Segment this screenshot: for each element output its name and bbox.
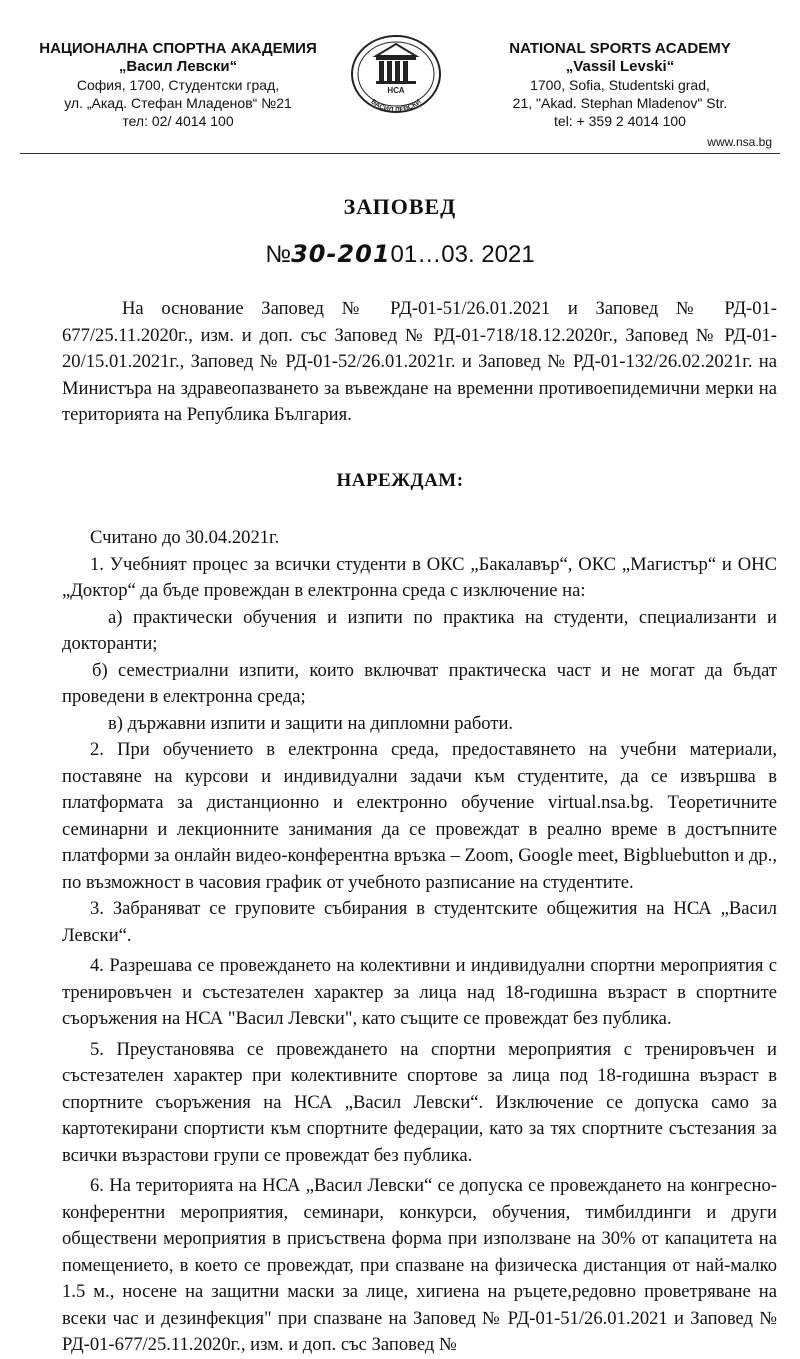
institution-subname-en: „Vassil Levski“ bbox=[565, 58, 675, 75]
preamble-block bbox=[62, 296, 777, 429]
order-body bbox=[62, 525, 777, 1359]
street-line-en: 21, "Akad. Stephan Mladenov" Str. bbox=[512, 95, 728, 111]
website-url: www.nsa.bg bbox=[707, 135, 772, 149]
paragraph-4: 4. Разрешава се провеждането на колективни и индивидуални спортни мероприятия с тренировъчен и състезателен характер за лица над 18-годишна възраст в спортните съоръжения на НСА "Васил Левски", като същите се провеждат без публика. bbox=[62, 955, 777, 1029]
order-heading: НАРЕЖДАМ: bbox=[336, 470, 464, 491]
header-left-block bbox=[28, 40, 328, 130]
address-line-en: 1700, Sofia, Studentski grad, bbox=[530, 77, 710, 93]
handwritten-number: 30-201 bbox=[291, 240, 391, 268]
paragraph-1b: б) семестриални изпити, които включват практическа част и не могат да бъдат проведени в електронна среда; bbox=[62, 659, 777, 707]
paragraph-3: 3. Забраняват се груповите събирания в студентските общежития на НСА „Васил Левски“. bbox=[62, 898, 777, 946]
date-year: 2021 bbox=[481, 241, 535, 268]
number-prefix: № bbox=[265, 241, 292, 268]
preamble-text: На основание Заповед № РД-01-51/26.01.2021 и Заповед № РД-01-677/25.11.2020г., изм. и доп. със Заповед № РД-01-718/18.12.2020г., Заповед № РД-01-20/15.01.2021г., Заповед № РД-01-52/26.01.2021г. и Заповед № РД-01-132/26.02.2021г. на Министъра на здравеопазването за въвеждане на временни противоепидемични мерки на територията на Република България. bbox=[62, 298, 777, 425]
document-title: ЗАПОВЕД bbox=[343, 194, 457, 219]
paragraph-1: 1. Учебният процес за всички студенти в ОКС „Бакалавър“, ОКС „Магистър“ и ОНС „Доктор“ да бъде провеждан в електронна среда с изключение на: bbox=[62, 553, 777, 601]
street-line-bg: ул. „Акад. Стефан Младенов“ №21 bbox=[64, 95, 292, 111]
institution-name-bg: НАЦИОНАЛНА СПОРТНА АКАДЕМИЯ bbox=[39, 40, 317, 57]
address-line-bg: София, 1700, Студентски град, bbox=[76, 77, 280, 93]
effective-date: Считано до 30.04.2021г. bbox=[90, 527, 280, 548]
date-day: 01 bbox=[390, 241, 418, 268]
logo-ring-text: ВАСИЛ ЛЕВСКИ bbox=[369, 98, 423, 115]
logo-text: НСА bbox=[387, 86, 405, 95]
paragraph-5: 5. Преустановява се провеждането на спортни мероприятия с тренировъчен и състезателен характер при колективните спортове за лица под 18-годишна възраст в спортните съоръжения на НСА „Васил Левски“. Изключение се допуска само за картотекирани спортисти към спортните федерации, като за тях спортните състезания за всички възрастови групи се провеждат без публика. bbox=[62, 1038, 777, 1166]
paragraph-1c: в) държавни изпити и защити на дипломни работи. bbox=[108, 712, 514, 734]
phone-line-en: tel: + 359 2 4014 100 bbox=[554, 113, 686, 129]
header-divider bbox=[20, 153, 780, 154]
paragraph-2: 2. При обучението в електронна среда, предоставянето на учебни материали, поставяне на курсови и индивидуални задачи към студентите, да се извършва в платформата за дистанционно и електронно обучение virtual.nsa.bg. Теоретичните семинарни и лекционните занимания да се провеждат в реално време в достъпните платформи за онлайн видео-конферентна връзка – Zoom, Google meet, Bigbluebutton и др., по възможност в часовия график от учебното разписание на студентите. bbox=[62, 739, 777, 893]
paragraph-6: 6. На територията на НСА „Васил Левски“ се допуска се провеждането на конгресно-конферентни мероприятия, семинари, конкурси, обучения, тимбилдинги и други обществени мероприятия в присъствена форма при използване на 30% от капацитета на помещението, в което се провеждат, при спазване на физическа дистанция от най-малко 1.5 м., носене на защитни маски за лице, хигиена на ръцете,редовно проветряване на всеки час и дезинфекция" при спазване на Заповед № РД-01-51/26.01.2021 и Заповед № РД-01-677/25.11.2020г., изм. и доп. със Заповед № bbox=[62, 1175, 777, 1355]
paragraph-1a: а) практически обучения и изпити по практика на студенти, специализанти и докторанти; bbox=[62, 606, 777, 654]
institution-name-en: NATIONAL SPORTS ACADEMY bbox=[509, 40, 731, 57]
phone-line-bg: тел: 02/ 4014 100 bbox=[122, 113, 234, 129]
date-month: 03 bbox=[441, 241, 468, 268]
header-right-block bbox=[470, 40, 770, 130]
institution-subname-bg: „Васил Левски“ bbox=[118, 58, 238, 75]
academy-logo-icon bbox=[346, 30, 446, 116]
order-number: №30-20101…03. 2021 bbox=[265, 240, 535, 268]
